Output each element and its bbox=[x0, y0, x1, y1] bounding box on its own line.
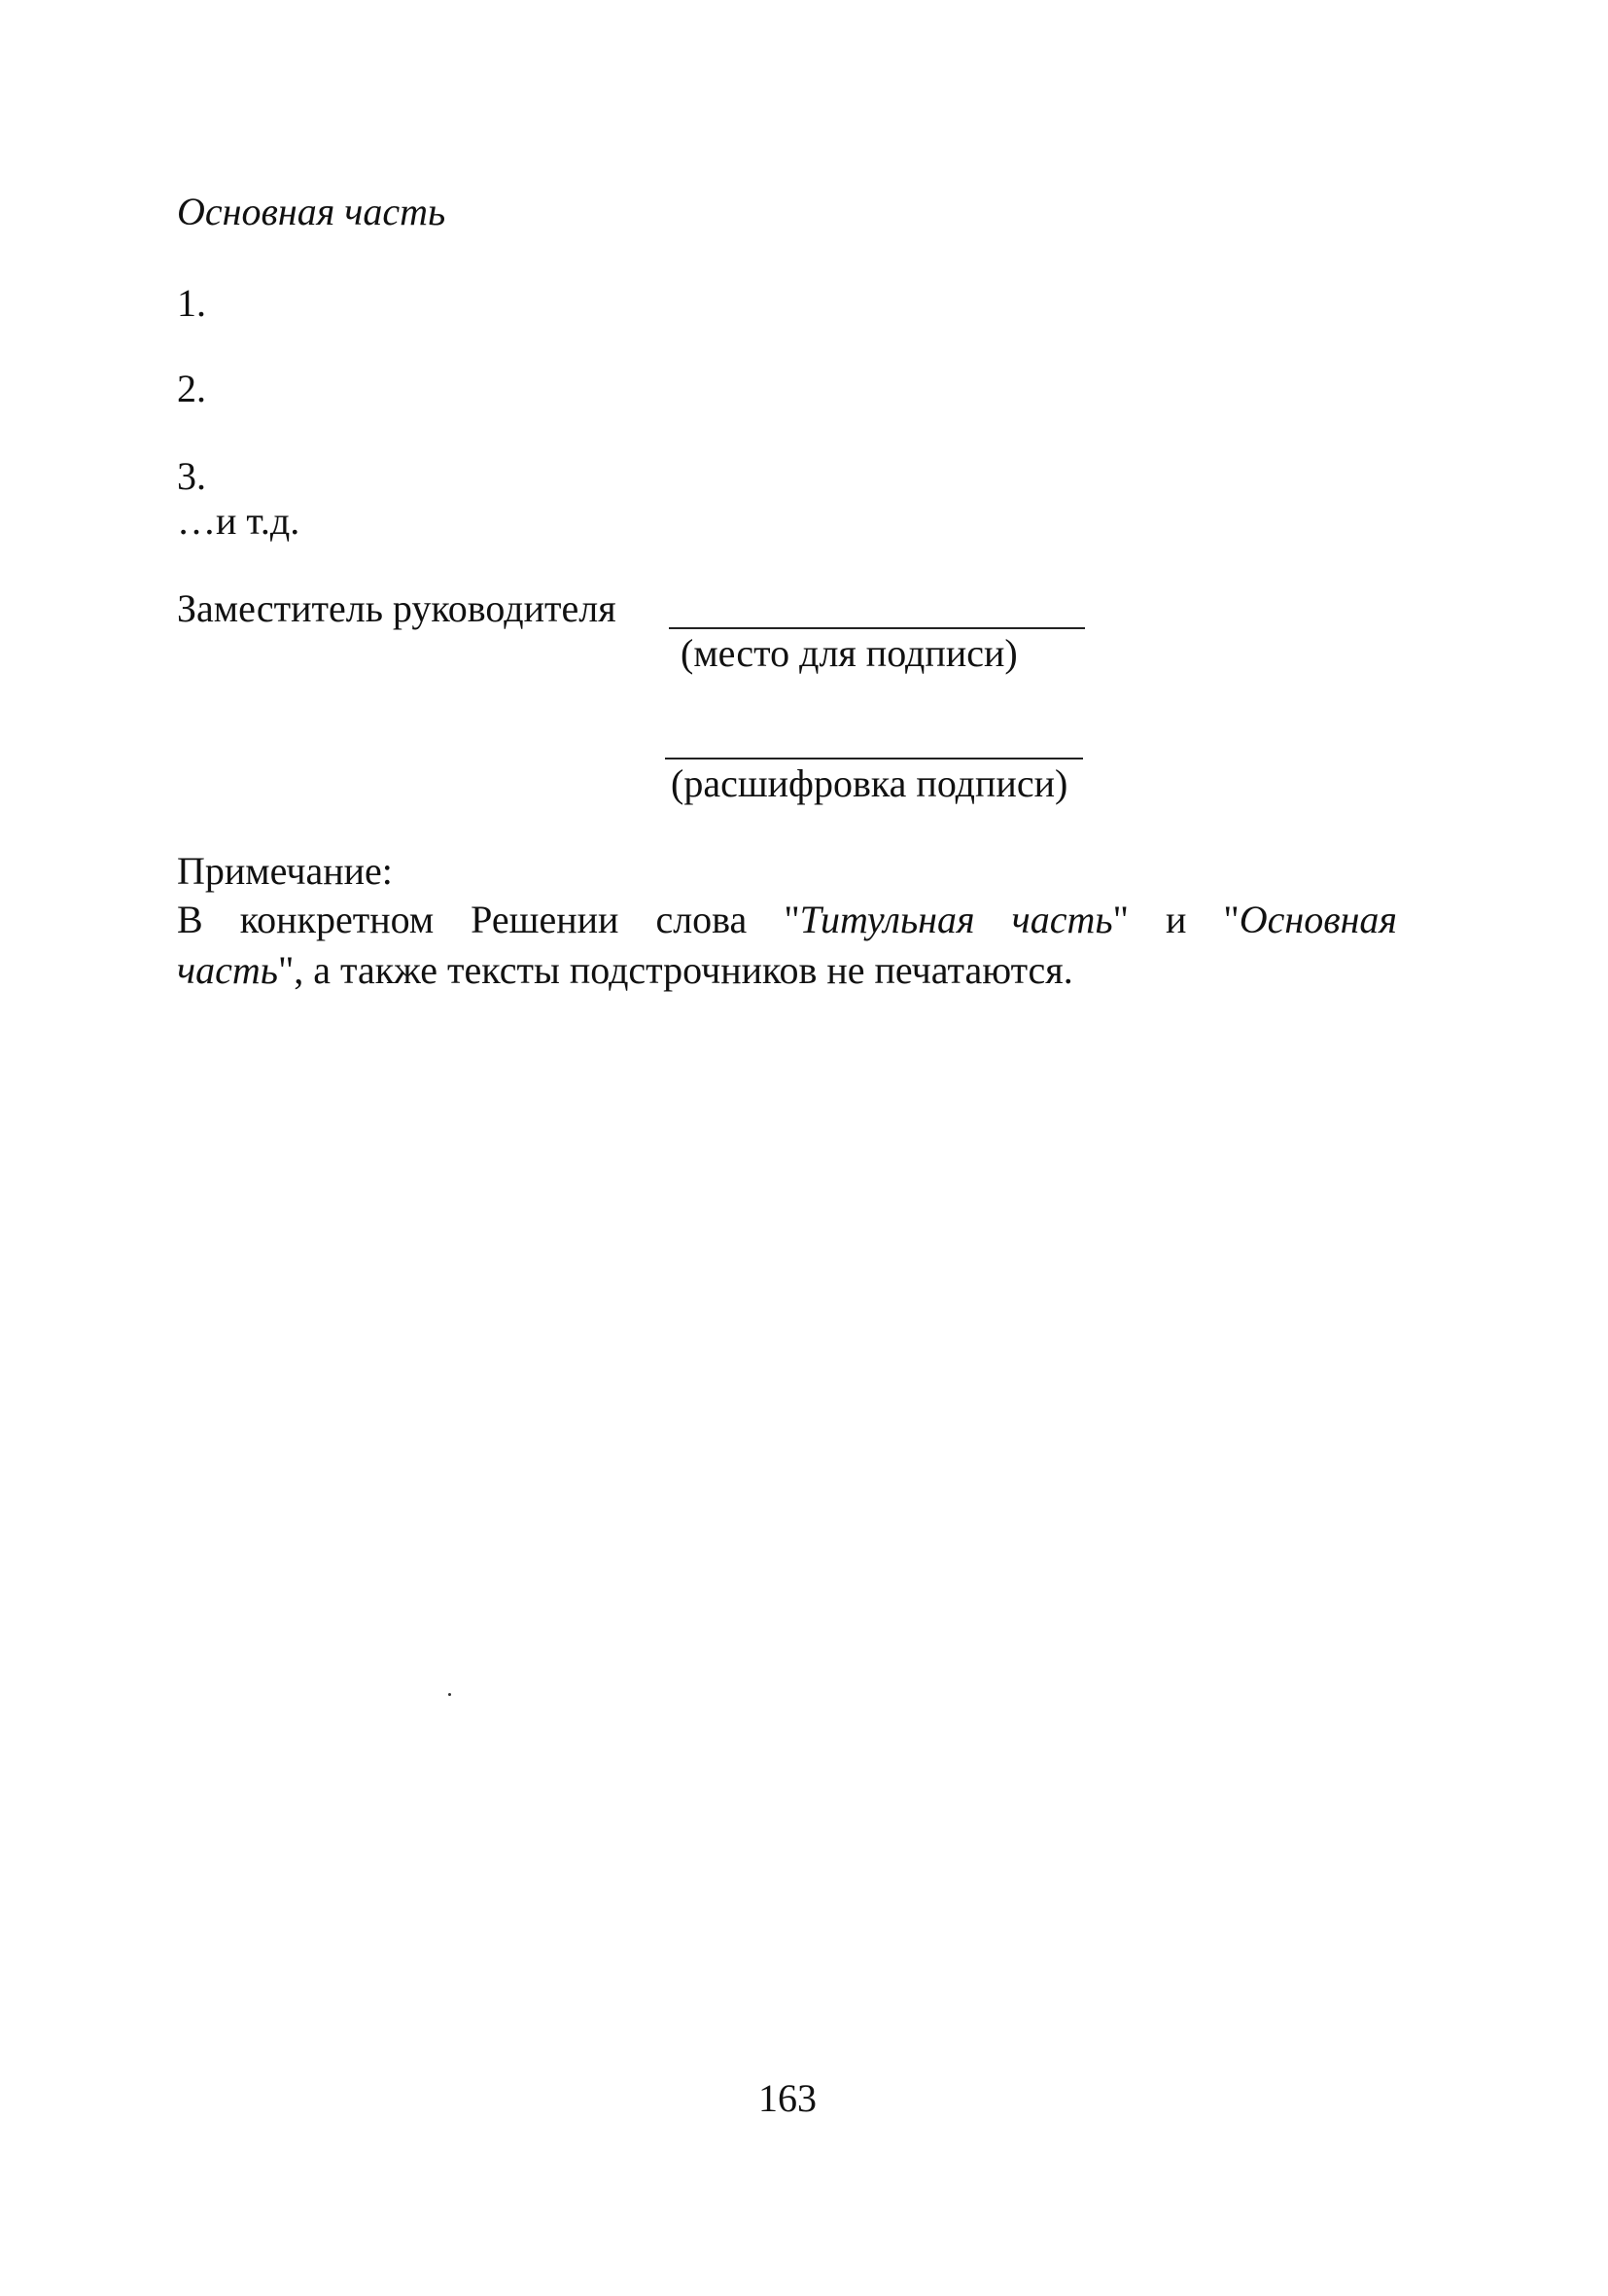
section-title: Основная часть bbox=[177, 190, 446, 233]
signature-caption: (место для подписи) bbox=[681, 631, 1018, 675]
note-term-title-part: Титульная часть bbox=[799, 898, 1113, 941]
scan-speck bbox=[448, 1693, 451, 1696]
signature-decoding-caption: (расшифровка подписи) bbox=[671, 761, 1068, 805]
list-item-2: 2. bbox=[177, 367, 206, 410]
note-line-1 bbox=[177, 895, 1397, 945]
page-number: 163 bbox=[758, 2076, 817, 2120]
signature-position: Заместитель руководителя bbox=[177, 586, 616, 630]
note-line-2 bbox=[177, 945, 1397, 996]
note-heading: Примечание: bbox=[177, 849, 393, 893]
signature-line bbox=[669, 627, 1085, 629]
list-item-3: 3. bbox=[177, 454, 206, 498]
note-term-main-part-2: часть bbox=[177, 948, 278, 992]
list-item-1: 1. bbox=[177, 281, 206, 325]
list-etc: …и т.д. bbox=[177, 499, 300, 543]
note-line2-rest: ", а также тексты подстрочников не печатаются. bbox=[277, 948, 1073, 992]
signature-decoding-line bbox=[665, 758, 1083, 759]
note-line1-mid: " и " bbox=[1112, 898, 1240, 941]
note-text bbox=[177, 895, 1397, 996]
note-term-main-part-1: Основная bbox=[1239, 898, 1398, 941]
note-line1-prefix: В конкретном Решении слова " bbox=[177, 898, 800, 941]
